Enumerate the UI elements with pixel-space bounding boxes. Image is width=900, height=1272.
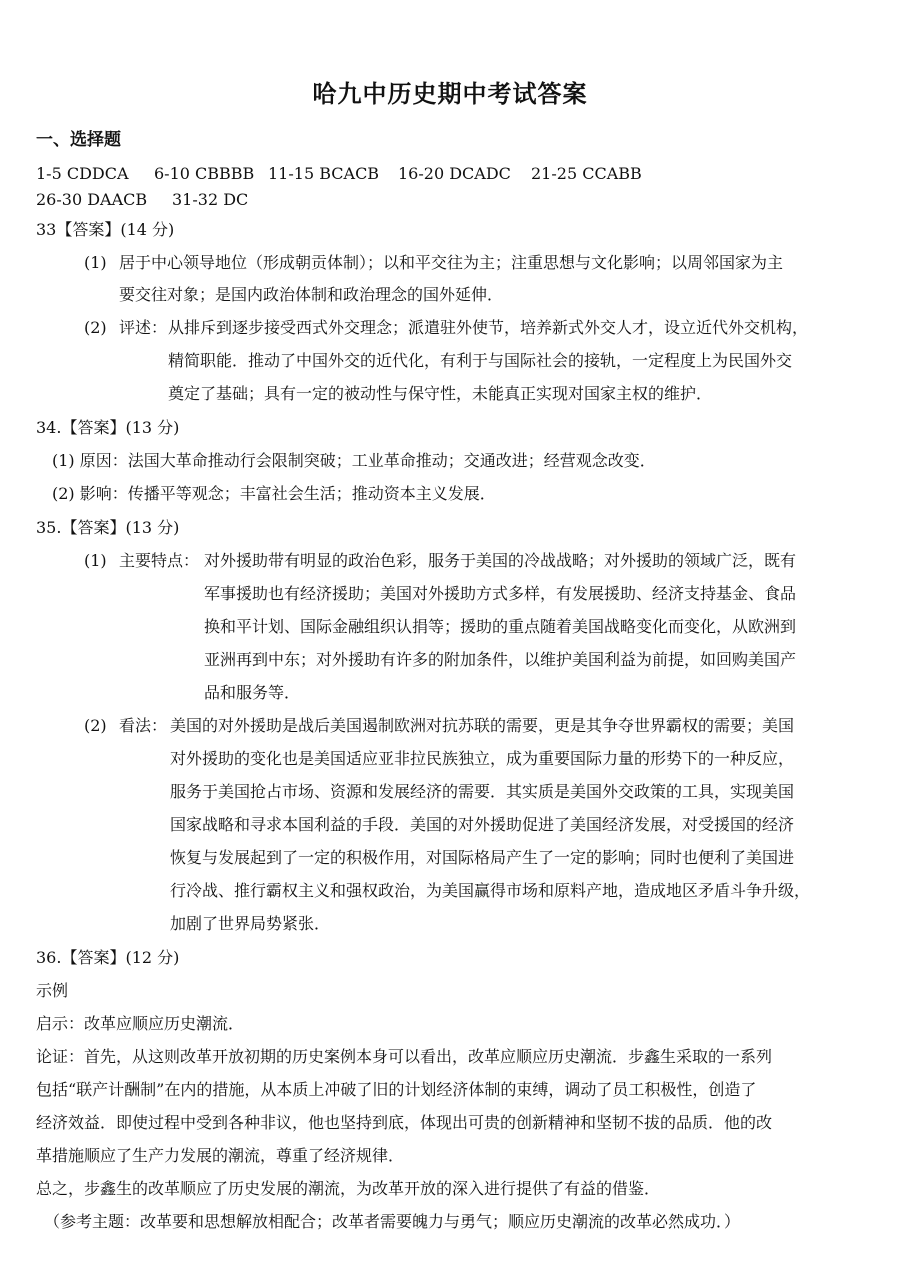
mc-answer-group: 11-15 BCACB xyxy=(268,164,380,183)
q36-argument-line: 论证：首先，从这则改革开放初期的历史案例本身可以看出，改革应顺应历史潮流．步鑫生采取的一系列 xyxy=(36,1047,773,1066)
q33-part2-line: 奠定了基础；具有一定的被动性与保守性，未能真正实现对国家主权的维护． xyxy=(168,384,713,403)
page-title: 哈九中历史期中考试答案 xyxy=(312,79,588,108)
q33-header: 33【答案】(14 分) xyxy=(36,220,175,239)
q33-part1-line: 居于中心领导地位（形成朝贡体制）；以和平交往为主；注重思想与文化影响；以周邻国家为主 xyxy=(119,253,784,272)
q33-part1-line: 要交往对象；是国内政治体制和政治理念的国外延伸． xyxy=(119,285,504,304)
mc-answer-group: 26-30 DAACB xyxy=(36,190,148,209)
q35-part2-line: 服务于美国抢占市场、资源和发展经济的需要．其实质是美国外交政策的工具，实现美国 xyxy=(170,782,795,801)
q33-part2-label: 评述： xyxy=(119,318,168,337)
q35-part1-line: 品和服务等． xyxy=(204,683,301,702)
q36-insight: 启示：改革应顺应历史潮流． xyxy=(36,1014,245,1033)
q35-part1-line: 换和平计划、国际金融组织认捐等；援助的重点随着美国战略变化而变化，从欧洲到 xyxy=(204,617,797,636)
q35-part1-line: 军事援助也有经济援助；美国对外援助方式多样，有发展援助、经济支持基金、食品 xyxy=(204,584,797,603)
q35-part2-line: 行冷战、推行霸权主义和强权政治，为美国赢得市场和原料产地，造成地区矛盾斗争升级， xyxy=(170,881,811,900)
q35-part2-line: 美国的对外援助是战后美国遏制欧洲对抗苏联的需要，更是其争夺世界霸权的需要；美国 xyxy=(170,716,795,735)
q36-header: 36.【答案】(12 分) xyxy=(36,948,180,967)
q35-part2-line: 对外援助的变化也是美国适应亚非拉民族独立，成为重要国际力量的形势下的一种反应， xyxy=(170,749,795,768)
q36-argument-line: 经济效益．即使过程中受到各种非议，他也坚持到底，体现出可贵的创新精神和坚韧不拔的品质．他的改 xyxy=(36,1113,773,1132)
q35-part1-line: 对外援助带有明显的政治色彩，服务于美国的冷战战略；对外援助的领域广泛，既有 xyxy=(204,551,797,570)
q35-part2-label: 看法： xyxy=(119,716,168,735)
section-heading-choice: 一、选择题 xyxy=(36,130,121,150)
q33-part2-number: (2) xyxy=(84,318,107,337)
q35-part2-number: (2) xyxy=(84,716,107,735)
q33-part1-number: (1) xyxy=(84,253,107,272)
q36-example-label: 示例 xyxy=(36,981,69,1000)
q34-header: 34.【答案】(13 分) xyxy=(36,418,180,437)
q34-part2: (2) 影响：传播平等观念；丰富社会生活；推动资本主义发展． xyxy=(52,484,496,503)
q36-argument-line: 包括“联产计酬制”在内的措施，从本质上冲破了旧的计划经济体制的束缚，调动了员工积极性，创造了 xyxy=(36,1080,757,1099)
q34-part1: (1) 原因：法国大革命推动行会限制突破；工业革命推动；交通改进；经营观念改变． xyxy=(52,451,656,470)
mc-answer-group: 1-5 CDDCA xyxy=(36,164,129,183)
q35-header: 35.【答案】(13 分) xyxy=(36,518,180,537)
q35-part1-line: 亚洲再到中东；对外援助有许多的附加条件，以维护美国利益为前提，如回购美国产 xyxy=(204,650,797,669)
q35-part2-line: 国家战略和寻求本国利益的手段．美国的对外援助促进了美国经济发展，对受援国的经济 xyxy=(170,815,795,834)
q35-part1-label: 主要特点： xyxy=(119,551,200,570)
q36-summary: 总之，步鑫生的改革顺应了历史发展的潮流，为改革开放的深入进行提供了有益的借鉴． xyxy=(36,1179,661,1198)
q36-reference-themes: （参考主题：改革要和思想解放相配合；改革者需要魄力与勇气；顺应历史潮流的改革必然成功．） xyxy=(44,1212,741,1231)
q33-part2-line: 精简职能．推动了中国外交的近代化，有利于与国际社会的接轨，一定程度上为民国外交 xyxy=(168,351,793,370)
q35-part1-number: (1) xyxy=(84,551,107,570)
mc-answer-group: 16-20 DCADC xyxy=(398,164,511,183)
q36-argument-line: 革措施顺应了生产力发展的潮流，尊重了经济规律． xyxy=(36,1146,405,1165)
q33-part2-line: 从排斥到逐步接受西式外交理念；派遣驻外使节，培养新式外交人才，设立近代外交机构， xyxy=(168,318,809,337)
mc-answer-group: 21-25 CCABB xyxy=(531,164,642,183)
mc-answer-group: 31-32 DC xyxy=(172,190,249,209)
mc-answer-group: 6-10 CBBBB xyxy=(154,164,255,183)
q35-part2-line: 加剧了世界局势紧张． xyxy=(170,914,331,933)
q35-part2-line: 恢复与发展起到了一定的积极作用，对国际格局产生了一定的影响；同时也便利了美国进 xyxy=(170,848,795,867)
